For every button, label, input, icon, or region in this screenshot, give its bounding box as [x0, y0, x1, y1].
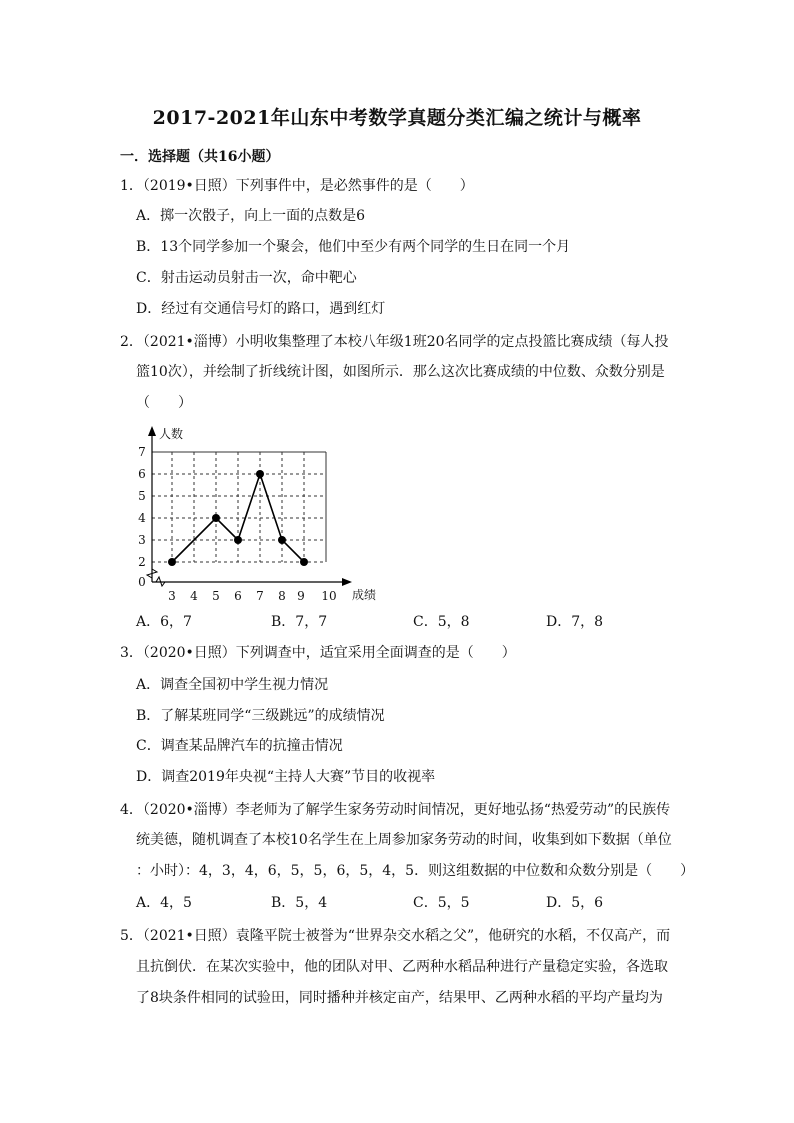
data-point [256, 470, 264, 478]
data-point [278, 536, 286, 544]
data-point [300, 558, 308, 566]
x-tick-label: 9 [297, 589, 305, 603]
y-tick-label: 4 [138, 511, 146, 525]
y-tick-label: 6 [138, 467, 146, 481]
question-1-option-a: A．掷一次骰子，向上一面的点数是6 [136, 208, 366, 224]
x-axis-label: 成绩 [352, 588, 377, 602]
data-point [168, 558, 176, 566]
page-title: 2017-2021年山东中考数学真题分类汇编之统计与概率 [152, 107, 642, 129]
question-5-stem-line-3: 了8块条件相同的试验田，同时播种并核定亩产，结果甲、乙两种水稻的平均产量均为 [136, 990, 663, 1006]
question-5-stem-line-2: 且抗倒伏．在某次实验中，他的团队对甲、乙两种水稻品种进行产量稳定实验，各选取 [136, 959, 668, 975]
data-point [234, 536, 242, 544]
question-4-options [136, 893, 696, 913]
y-axis-arrow [148, 426, 156, 436]
question-4-option-b: B．5，4 [271, 895, 328, 911]
question-3-stem: 3．（2020•日照）下列调查中，适宜采用全面调查的是（ ） [120, 645, 516, 661]
question-4-option-a: A．4，5 [136, 895, 192, 911]
x-tick-label: 7 [256, 589, 264, 603]
x-tick-label: 4 [190, 589, 198, 603]
question-2-option-b: B．7，7 [271, 614, 328, 630]
question-4-stem-line-1: 4．（2020•淄博）李老师为了解学生家务劳动时间情况，更好地弘扬“热爱劳动”的民族传 [120, 802, 671, 818]
x-tick-label: 6 [234, 589, 242, 603]
section-heading: 一．选择题（共16小题） [120, 149, 280, 165]
question-2-stem-line-3: （ ） [136, 395, 192, 411]
y-tick-label: 5 [138, 489, 146, 503]
x-tick-label: 8 [278, 589, 286, 603]
question-3-option-d: D．调查2019年央视“主持人大赛”节目的收视率 [136, 769, 436, 785]
x-tick-label: 10 [321, 589, 337, 603]
question-1-option-b: B．13个同学参加一个聚会，他们中至少有两个同学的生日在同一个月 [136, 239, 571, 255]
chart-grid [152, 452, 326, 562]
y-tick-label: 2 [138, 555, 146, 569]
chart-ticks [138, 445, 336, 603]
question-5-stem-line-1: 5．（2021•日照）袁隆平院士被誉为“世界杂交水稻之父”，他研究的水稻，不仅高产，而 [120, 928, 671, 944]
question-1-stem: 1．（2019•日照）下列事件中，是必然事件的是（ ） [120, 178, 474, 194]
y-tick-label: 3 [138, 533, 146, 547]
question-2-options [136, 612, 696, 632]
question-1-option-d: D．经过有交通信号灯的路口，遇到红灯 [136, 301, 386, 317]
x-axis-arrow [342, 578, 352, 586]
question-3-option-b: B．了解某班同学“三级跳远”的成绩情况 [136, 708, 385, 724]
question-2-option-d: D．7，8 [546, 614, 604, 630]
data-point [212, 514, 220, 522]
question-4-option-d: D．5，6 [546, 895, 604, 911]
y-tick-label: 0 [138, 575, 146, 589]
question-2-option-c: C．5，8 [413, 614, 470, 630]
question-4-stem-line-3: ：小时）：4，3，4，6，5，5，6，5，4，5．则这组数据的中位数和众数分别是（ ） [136, 863, 695, 879]
question-1-option-c: C．射击运动员射击一次，命中靶心 [136, 270, 357, 286]
question-2-stem-line-1: 2．（2021•淄博）小明收集整理了本校八年级1班20名同学的定点投篮比赛成绩（每人投 [120, 334, 669, 350]
question-3-option-c: C．调查某品牌汽车的抗撞击情况 [136, 738, 343, 754]
question-2-stem-line-2: 篮10次），并绘制了折线统计图，如图所示．那么这次比赛成绩的中位数、众数分别是 [136, 364, 665, 380]
question-4-stem-line-2: 统美德，随机调查了本校10名学生在上周参加家务劳动的时间，收集到如下数据（单位 [136, 832, 672, 848]
question-3-option-a: A．调查全国初中学生视力情况 [136, 677, 329, 693]
question-4-option-c: C．5，5 [413, 895, 470, 911]
line-chart [128, 420, 378, 610]
question-2-option-a: A．6，7 [136, 614, 192, 630]
x-tick-label: 5 [212, 589, 220, 603]
y-axis-label: 人数 [159, 427, 184, 441]
y-tick-label: 7 [138, 445, 146, 459]
x-tick-label: 3 [168, 589, 176, 603]
